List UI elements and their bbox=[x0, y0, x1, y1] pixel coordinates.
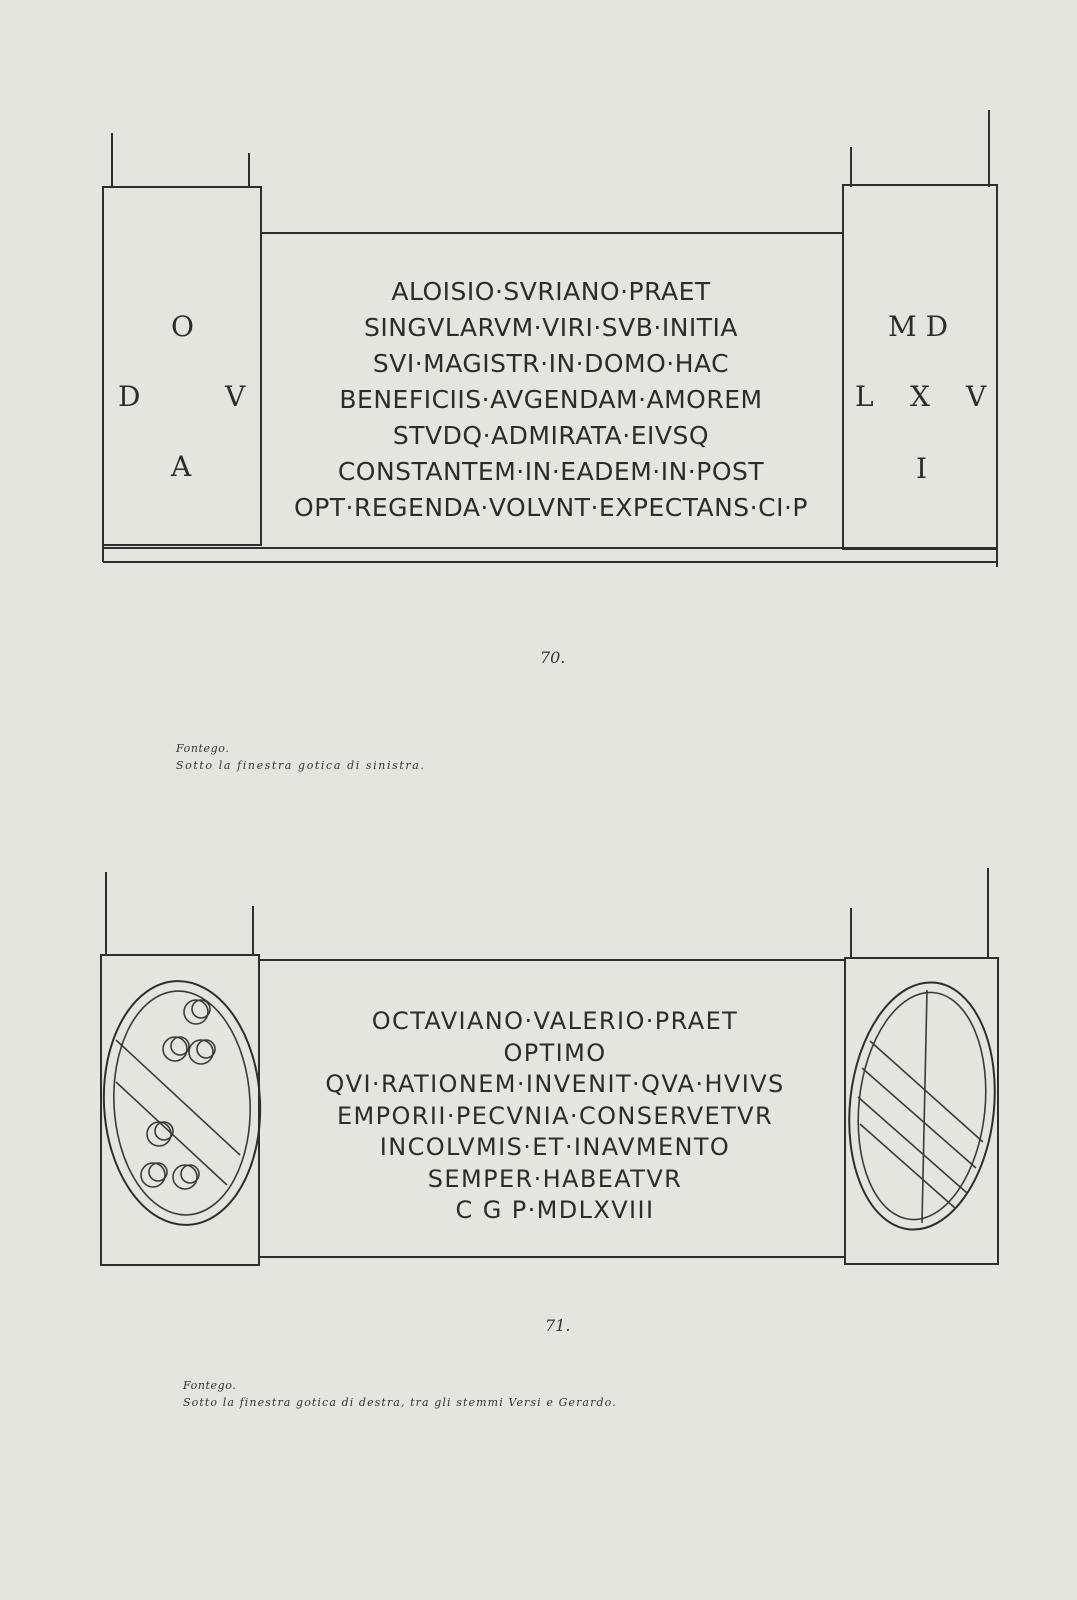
left-panel-letter-left: D bbox=[118, 380, 141, 413]
plate-70-right-panel bbox=[843, 185, 997, 549]
right-panel-letter-right: V bbox=[966, 380, 987, 413]
caption-place: Fontego. bbox=[176, 742, 230, 755]
plate-70-number: 70. bbox=[540, 648, 566, 667]
right-panel-letter-center: X bbox=[910, 380, 930, 413]
plate-70-inscription bbox=[258, 274, 844, 526]
inscription-line: OPTIMO bbox=[503, 1038, 607, 1067]
inscription-line: STVDQ·ADMIRATA·EIVSQ bbox=[392, 421, 710, 450]
left-panel-letter-bottom: A bbox=[171, 450, 192, 483]
inscription-line: QVI·RATIONEM·INVENIT·QVA·HVIVS bbox=[325, 1070, 785, 1098]
inscription-line: C G P·MDLXVIII bbox=[455, 1196, 655, 1224]
plate-70-caption bbox=[176, 740, 425, 774]
caption-location: Sotto la finestra gotica di sinistra. bbox=[176, 759, 426, 772]
inscription-line: OCTAVIANO·VALERIO·PRAET bbox=[371, 1007, 739, 1035]
left-panel-letter-right: V bbox=[225, 380, 246, 413]
plate-71-inscription bbox=[262, 1006, 848, 1227]
inscription-line: EMPORII·PECVNIA·CONSERVETVR bbox=[336, 1101, 774, 1130]
inscription-line: SINGVLARVM·VIRI·SVB·INITIA bbox=[363, 313, 739, 342]
inscription-line: INCOLVMIS·ET·INAVMENTO bbox=[379, 1133, 731, 1161]
right-panel-letter-bottom: I bbox=[916, 452, 928, 485]
inscription-line: SVI·MAGISTR·IN·DOMO·HAC bbox=[372, 349, 730, 378]
bendy-shield-icon bbox=[837, 975, 1006, 1237]
inscription-line: SEMPER·HABEATVR bbox=[427, 1164, 683, 1193]
plate-70-left-panel bbox=[103, 187, 261, 545]
inscription-line: ALOISIO·SVRIANO·PRAET bbox=[391, 277, 711, 306]
left-panel-letter-top: O bbox=[171, 310, 194, 343]
inscription-line: BENEFICIIS·AVGENDAM·AMOREM bbox=[339, 385, 763, 414]
caption-place: Fontego. bbox=[183, 1379, 237, 1392]
inscription-line: CONSTANTEM·IN·EADEM·IN·POST bbox=[337, 457, 765, 486]
crescent-bend-shield-icon bbox=[98, 977, 267, 1229]
caption-location: Sotto la finestra gotica di destra, tra gli stemmi Versi e Gerardo. bbox=[183, 1396, 617, 1409]
plate-71-caption bbox=[183, 1377, 617, 1411]
right-panel-letter-left: L bbox=[855, 380, 874, 413]
plate-71-number: 71. bbox=[545, 1316, 571, 1335]
right-panel-letters-top: M D bbox=[888, 310, 949, 343]
inscription-line: OPT·REGENDA·VOLVNT·EXPECTANS·CI·P bbox=[294, 493, 808, 522]
plate-71-left-panel bbox=[101, 955, 259, 1265]
